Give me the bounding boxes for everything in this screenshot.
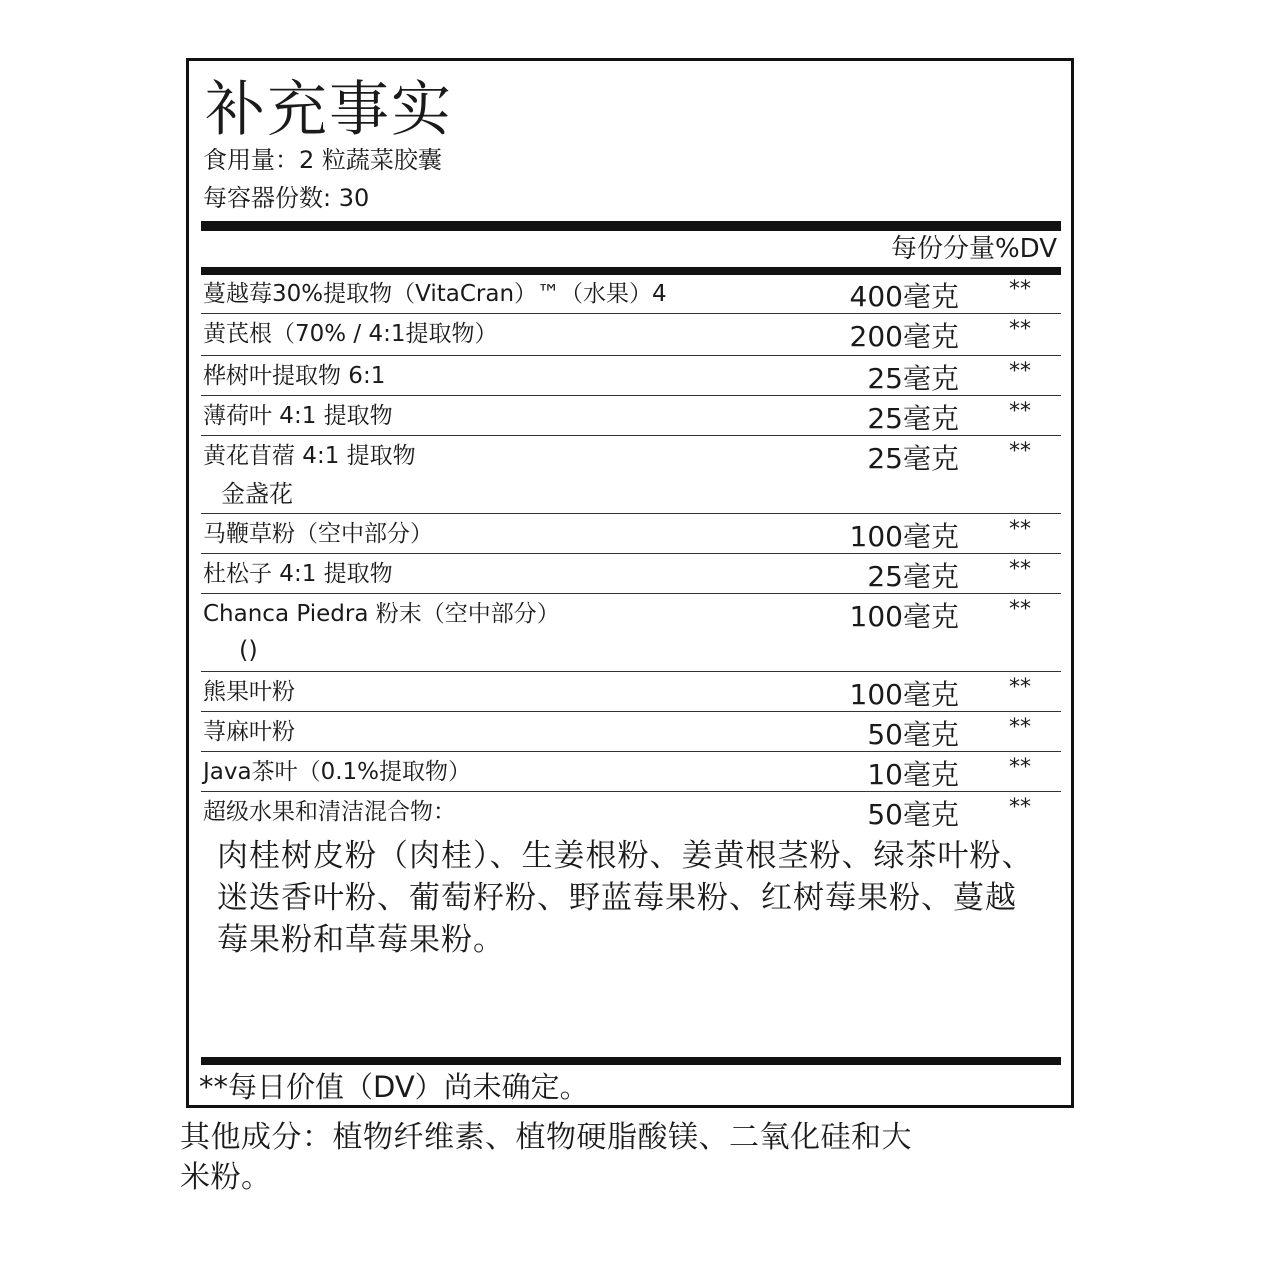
ingredient-name: 桦树叶提取物 6:1 <box>203 363 386 389</box>
ingredient-amount: 400毫克 <box>849 280 959 313</box>
ingredient-name: Java茶叶（0.1%提取物） <box>203 759 472 785</box>
ingredient-dv: ** <box>1009 439 1031 464</box>
ingredient-dv: ** <box>1009 517 1031 542</box>
divider-thick <box>201 221 1061 231</box>
ingredient-row <box>201 793 1061 833</box>
divider-thick <box>201 267 1061 275</box>
servings-per-container: 每容器份数: 30 <box>203 184 370 212</box>
ingredient-subname: () <box>239 636 258 664</box>
ingredient-name: 超级水果和清洁混合物： <box>203 799 456 825</box>
ingredient-name: 马鞭草粉（空中部分） <box>203 521 433 547</box>
ingredient-dv: ** <box>1009 557 1031 582</box>
ingredient-amount: 25毫克 <box>867 442 959 475</box>
ingredient-amount: 10毫克 <box>867 758 959 791</box>
ingredient-amount: 25毫克 <box>867 362 959 395</box>
ingredient-row <box>201 357 1061 396</box>
panel-title: 补充事实 <box>205 75 453 145</box>
ingredient-name: 熊果叶粉 <box>203 679 295 705</box>
blend-description: 肉桂树皮粉（肉桂）、生姜根粉、姜黄根茎粉、绿茶叶粉、迷迭香叶粉、葡萄籽粉、野蓝莓果粉、红树莓果粉、蔓越莓果粉和草莓果粉。 <box>217 838 1034 958</box>
ingredient-amount: 100毫克 <box>849 520 959 553</box>
ingredient-name: 黄芪根（70% / 4:1提取物） <box>203 321 498 347</box>
ingredient-dv: ** <box>1009 359 1031 384</box>
ingredient-amount: 50毫克 <box>867 718 959 751</box>
serving-size: 食用量：2 粒蔬菜胶囊 <box>203 146 442 174</box>
ingredient-dv: ** <box>1009 597 1031 622</box>
divider-thick <box>201 1057 1061 1065</box>
ingredient-amount: 100毫克 <box>849 600 959 633</box>
ingredient-row <box>201 315 1061 356</box>
ingredient-row <box>201 397 1061 436</box>
ingredient-name: 荨麻叶粉 <box>203 719 295 745</box>
ingredient-row <box>201 753 1061 792</box>
ingredient-row <box>201 437 1061 514</box>
ingredient-amount: 200毫克 <box>849 320 959 353</box>
ingredient-name: Chanca Piedra 粉末（空中部分） <box>203 601 560 627</box>
ingredient-row <box>201 555 1061 594</box>
ingredient-amount: 50毫克 <box>867 798 959 831</box>
ingredient-name: 黄花苜蓿 4:1 提取物 <box>203 443 416 469</box>
ingredient-name: 蔓越莓30%提取物（VitaCran）™（水果）4 <box>203 281 667 307</box>
ingredient-dv: ** <box>1009 755 1031 780</box>
ingredient-dv: ** <box>1009 675 1031 700</box>
ingredient-row <box>201 713 1061 752</box>
ingredient-dv: ** <box>1009 399 1031 424</box>
ingredient-row <box>201 673 1061 712</box>
ingredient-amount: 25毫克 <box>867 560 959 593</box>
ingredient-row <box>201 515 1061 554</box>
supplement-facts-panel <box>186 58 1074 1108</box>
ingredient-amount: 25毫克 <box>867 402 959 435</box>
ingredient-dv: ** <box>1009 277 1031 302</box>
dv-footnote: **每日价值（DV）尚未确定。 <box>199 1070 589 1104</box>
ingredient-dv: ** <box>1009 795 1031 820</box>
column-header: 每份分量%DV <box>890 234 1057 264</box>
other-ingredients: 其他成分：植物纤维素、植物硬脂酸镁、二氧化硅和大米粉。 <box>180 1120 912 1195</box>
ingredient-subname: 金盏花 <box>221 480 293 508</box>
ingredient-row <box>201 595 1061 672</box>
ingredient-dv: ** <box>1009 317 1031 342</box>
ingredient-dv: ** <box>1009 715 1031 740</box>
ingredient-row <box>201 275 1061 314</box>
ingredient-name: 薄荷叶 4:1 提取物 <box>203 403 393 429</box>
ingredient-amount: 100毫克 <box>849 678 959 711</box>
ingredient-name: 杜松子 4:1 提取物 <box>203 561 393 587</box>
